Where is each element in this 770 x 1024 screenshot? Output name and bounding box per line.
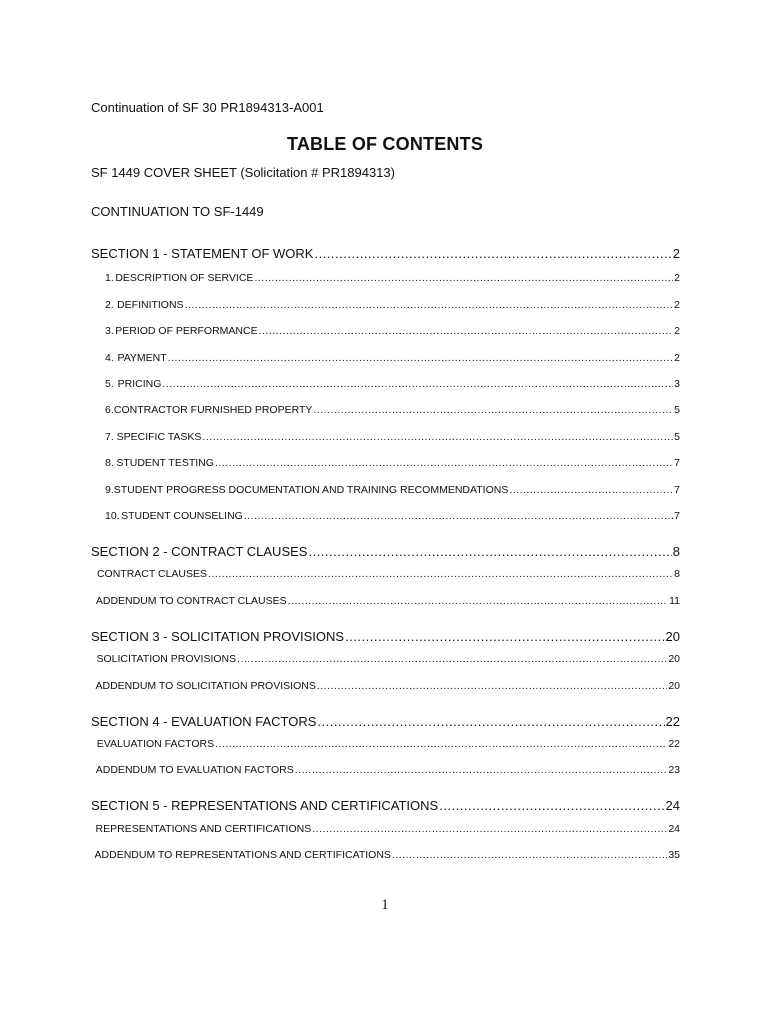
toc-entry[interactable] xyxy=(91,299,680,311)
toc-entry-page: 7 xyxy=(674,484,680,496)
toc-entry-label: CONTRACT CLAUSES xyxy=(96,568,208,580)
toc-entry-label: CONTRACTOR FURNISHED PROPERTY xyxy=(113,404,313,416)
toc-entry[interactable] xyxy=(91,568,680,580)
dot-leader xyxy=(168,352,673,364)
dot-leader xyxy=(215,738,667,750)
toc-entry-label: EVALUATION FACTORS xyxy=(96,738,215,750)
toc-entry-label: SOLICITATION PROVISIONS xyxy=(96,653,237,665)
dot-leader xyxy=(317,680,667,692)
dot-leader xyxy=(439,798,664,813)
dot-leader xyxy=(215,457,673,469)
toc-entry[interactable] xyxy=(91,653,680,665)
toc-entry-number: 2. xyxy=(105,299,114,311)
toc-entry-page: 7 xyxy=(674,510,680,522)
toc-entry-page: 2 xyxy=(672,246,680,261)
cover-sheet-line: SF 1449 COVER SHEET (Solicitation # PR1894313) xyxy=(91,165,395,180)
toc-entry[interactable] xyxy=(91,595,680,607)
continuation-header: Continuation of SF 30 PR1894313-A001 xyxy=(91,100,324,115)
toc-entry-label: PERIOD OF PERFORMANCE xyxy=(115,325,258,337)
toc-entry-label: STUDENT TESTING xyxy=(116,457,214,469)
toc-entry-page: 24 xyxy=(665,798,680,813)
dot-leader xyxy=(392,849,667,861)
toc-entry-label: ADDENDUM TO REPRESENTATIONS AND CERTIFICATIONS xyxy=(94,849,391,861)
toc-entry-page: 22 xyxy=(668,738,680,750)
toc-entry-page: 2 xyxy=(674,272,680,284)
toc-entry-label: SECTION 2 - CONTRACT CLAUSES xyxy=(91,544,308,559)
toc-entry-label: SECTION 5 - REPRESENTATIONS AND CERTIFICATIONS xyxy=(91,798,439,813)
toc-entry[interactable] xyxy=(91,738,680,750)
dot-leader xyxy=(312,823,667,835)
dot-leader xyxy=(202,431,673,443)
toc-entry-page: 2 xyxy=(674,299,680,311)
toc-entry-label: STUDENT PROGRESS DOCUMENTATION AND TRAINING RECOMMENDATIONS xyxy=(113,484,509,496)
toc-entry-page: 20 xyxy=(668,680,680,692)
toc-entry[interactable] xyxy=(91,680,680,692)
toc-entry-number: 7. xyxy=(105,431,114,443)
toc-entry-label: ADDENDUM TO SOLICITATION PROVISIONS xyxy=(95,680,316,692)
toc-entry-page: 2 xyxy=(674,325,680,337)
toc-entry-label: ADDENDUM TO EVALUATION FACTORS xyxy=(95,764,294,776)
toc-entry-label: ADDENDUM TO CONTRACT CLAUSES xyxy=(95,595,287,607)
toc-entry[interactable] xyxy=(91,352,680,364)
toc-entry-label: SECTION 3 - SOLICITATION PROVISIONS xyxy=(91,629,345,644)
dot-leader xyxy=(162,378,673,390)
dot-leader xyxy=(509,484,673,496)
toc-entry-label: PAYMENT xyxy=(117,352,167,364)
toc-entry-number: 1. xyxy=(105,272,114,284)
toc-entry[interactable] xyxy=(91,849,680,861)
toc-section-entry[interactable] xyxy=(91,714,680,729)
toc-entry-page: 5 xyxy=(674,431,680,443)
toc-entry-page: 35 xyxy=(668,849,680,861)
toc-entry-page: 3 xyxy=(674,378,680,390)
toc-entry[interactable] xyxy=(91,457,680,469)
dot-leader xyxy=(345,629,664,644)
toc-entry[interactable] xyxy=(91,484,680,496)
toc-entry-page: 8 xyxy=(674,568,680,580)
toc-entry-number: 4. xyxy=(105,352,114,364)
toc-entry[interactable] xyxy=(91,404,680,416)
toc-entry-page: 2 xyxy=(674,352,680,364)
dot-leader xyxy=(244,510,673,522)
toc-entry-page: 7 xyxy=(674,457,680,469)
toc-entry-page: 20 xyxy=(665,629,680,644)
dot-leader xyxy=(185,299,674,311)
toc-entry-page: 8 xyxy=(672,544,680,559)
toc-entry-label: PRICING xyxy=(117,378,162,390)
toc-entry-page: 11 xyxy=(669,595,680,607)
dot-leader xyxy=(259,325,674,337)
toc-title: TABLE OF CONTENTS xyxy=(286,134,484,154)
dot-leader xyxy=(254,272,673,284)
toc-entry[interactable] xyxy=(91,823,680,835)
dot-leader xyxy=(317,714,664,729)
toc-entry-number: 8. xyxy=(105,457,114,469)
toc-section-entry[interactable] xyxy=(91,544,680,559)
toc-section-entry[interactable] xyxy=(91,629,680,644)
toc-entry[interactable] xyxy=(91,764,680,776)
toc-entry-label: STUDENT COUNSELING xyxy=(121,510,243,522)
toc-entry-number: 3. xyxy=(105,325,114,337)
dot-leader xyxy=(237,653,667,665)
toc-entry-number: 10. xyxy=(105,510,120,522)
toc-entry-page: 5 xyxy=(674,404,680,416)
toc-entry-number: 5. xyxy=(105,378,114,390)
toc-entry-number: 9. xyxy=(105,484,114,496)
toc-entry[interactable] xyxy=(91,325,680,337)
toc-section-entry[interactable] xyxy=(91,798,680,813)
toc-entry-page: 20 xyxy=(668,653,680,665)
dot-leader xyxy=(313,404,673,416)
dot-leader xyxy=(308,544,671,559)
toc-entry[interactable] xyxy=(91,431,680,443)
toc-entry-page: 23 xyxy=(668,764,680,776)
dot-leader xyxy=(314,246,671,261)
toc-entry-number: 6. xyxy=(105,404,114,416)
toc-entry[interactable] xyxy=(91,378,680,390)
toc-entry-label: REPRESENTATIONS AND CERTIFICATIONS xyxy=(95,823,312,835)
toc-entry-label: SPECIFIC TASKS xyxy=(116,431,202,443)
toc-entry-label: DESCRIPTION OF SERVICE xyxy=(115,272,254,284)
toc-entry-label: SECTION 4 - EVALUATION FACTORS xyxy=(91,714,317,729)
toc-entry-page: 24 xyxy=(668,823,680,835)
continuation-line: CONTINUATION TO SF-1449 xyxy=(91,204,264,219)
toc-entry[interactable] xyxy=(91,510,680,522)
dot-leader xyxy=(295,764,668,776)
page-number: 1 xyxy=(381,897,389,913)
dot-leader xyxy=(208,568,673,580)
toc-entry-label: SECTION 1 - STATEMENT OF WORK xyxy=(91,246,314,261)
dot-leader xyxy=(288,595,668,607)
toc-entry-page: 22 xyxy=(665,714,680,729)
toc-entry[interactable] xyxy=(91,272,680,284)
toc-entry-label: DEFINITIONS xyxy=(117,299,184,311)
toc-section-entry[interactable] xyxy=(91,246,680,261)
